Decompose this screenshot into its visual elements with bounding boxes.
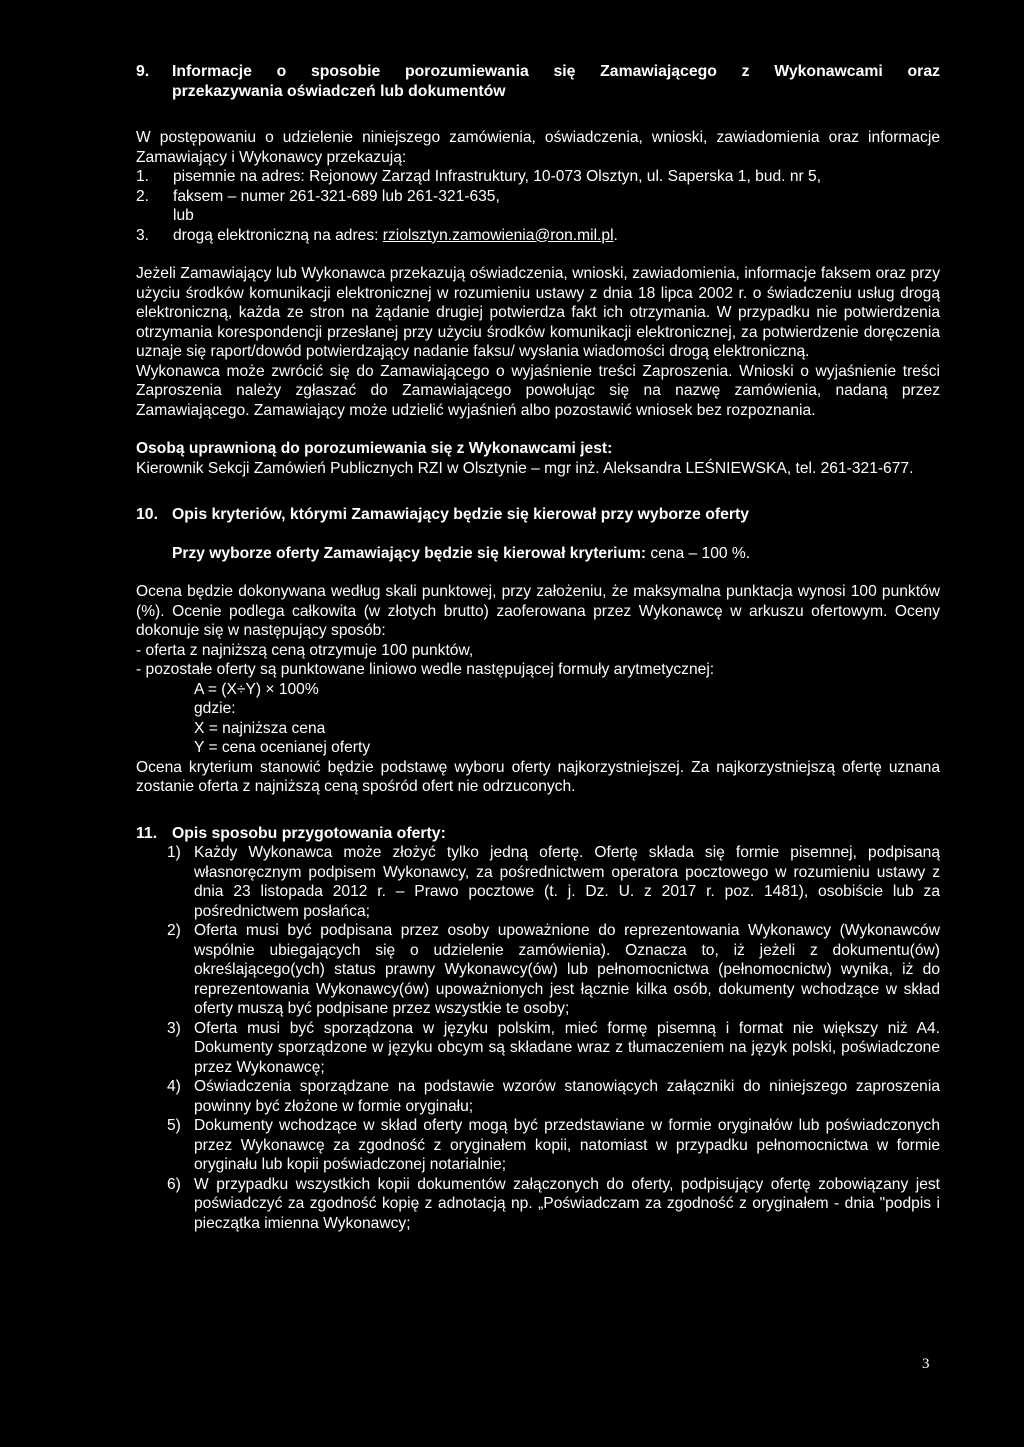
section-9-paragraph-1: Jeżeli Zamawiający lub Wykonawca przekazują oświadczenia, wnioski, zawiadomienia, informacje faksem oraz przy użyciu środków komunikacji elektronicznej w rozumieniu ustawy z dnia 18 lipca 2002 r. o świadczeniu usług drogą elektroniczną, każda ze stron na żądanie drugiej potwierdza fakt ich otrzymania. W przypadku nie potwierdzenia otrzymania korespondencji przesłanej przy użyciu środków komunikacji elektronicznej, za potwierdzenie doręczenia uznaje się raport/dowód potwierdzający nadanie faksu/ wysłania wiadomości drogą elektroniczną. [136, 265, 940, 360]
criterion-value: cena – 100 %. [646, 544, 751, 562]
list-item-text: Oświadczenia sporządzane na podstawie wzorów stanowiących załączniki do niniejszego zaproszenia powinny być złożone w formie oryginału; [194, 1078, 940, 1115]
bullet-lowest-price: - oferta z najniższą ceną otrzymuje 100 punktów, [136, 641, 474, 659]
or-word: lub [173, 207, 194, 224]
list-item-number: 2. [136, 187, 150, 205]
section-10-paragraph: Ocena będzie dokonywana według skali punktowej, przy założeniu, że maksymalna punktacja wynosi 100 punktów (%). Ocenie podlega całkowita (w złotych brutto) zaoferowana przez Wykonawcę w arkuszu ofertowym. Oceny dokonuje się w następujący sposób: [136, 583, 940, 639]
formula-def-x: X = najniższa cena [194, 719, 326, 737]
list-item-number: 6) [167, 1175, 181, 1193]
title-word: sposobie [310, 63, 381, 80]
document-page [136, 62, 940, 1233]
title-word: o [276, 63, 287, 80]
section-10-title: Opis kryteriów, którymi Zamawiający będzie się kierował przy wyborze oferty [172, 506, 750, 523]
formula-def-y: Y = cena ocenianej oferty [194, 739, 371, 756]
contact-heading: Osobą uprawnioną do porozumiewania się z Wykonawcami jest: [136, 440, 613, 457]
contact-text: Kierownik Sekcji Zamówień Publicznych RZI w Olsztynie – mgr inż. Aleksandra LEŚNIEWSKA, tel. 261-321-677. [136, 459, 914, 477]
list-item-text: Każdy Wykonawca może złożyć tylko jedną ofertę. Ofertę składa się formie pisemnej, podpisaną własnoręcznym podpisem Wykonawcy, za pośrednictwem operatora pocztowego w rozumieniu ustawy z dnia 23 listopada 2012 r. – Prawo pocztowe (t. j. Dz. U. z 2017 r. poz. 1481), osobiście lub za pośrednictwem posłańca; [194, 844, 940, 920]
section-11-number: 11. [136, 824, 158, 842]
page-number: 3 [922, 1356, 930, 1372]
email-link[interactable]: rziolsztyn.zamowienia@ron.mil.pl [382, 226, 614, 244]
list-item [136, 187, 940, 207]
offer-preparation-list [136, 843, 940, 1233]
title-word: porozumiewania [405, 63, 529, 80]
title-word: z [741, 63, 750, 80]
formula: A = (X÷Y) × 100% [194, 680, 319, 698]
section-10-closing: Ocena kryterium stanowić będzie podstawę wyboru oferty najkorzystniejszej. Za najkorzystniejszą ofertę uznana zostanie oferta z najniższą ceną spośród ofert nie odrzuconych. [136, 758, 940, 795]
title-word: Informacje [172, 63, 252, 80]
title-word: Wykonawcami [774, 63, 883, 80]
section-9-intro: W postępowaniu o udzielenie niniejszego zamówienia, oświadczenia, wnioski, zawiadomienia oraz informacje Zamawiający i Wykonawcy przekazują: [136, 129, 940, 166]
criterion-label: Przy wyborze oferty Zamawiający będzie się kierował kryterium: [172, 544, 647, 562]
communication-channels-list [136, 167, 940, 245]
list-item-text: Oferta musi być sporządzona w języku polskim, mieć formę pisemną i format nie większy niż A4. Dokumenty sporządzone w języku obcym są składane wraz z tłumaczeniem na język polski, poświadczone przez Wykonawcę; [194, 1019, 940, 1076]
bullet-other-offers: - pozostałe oferty są punktowane liniowo wedle następującej formuły arytmetycznej: [136, 661, 715, 678]
list-item [167, 843, 940, 921]
section-11-title: Opis sposobu przygotowania oferty: [172, 824, 446, 842]
list-item [167, 1019, 940, 1078]
channel-3-suffix: . [613, 226, 618, 244]
section-9-heading [136, 62, 940, 101]
list-item-text: Oferta musi być podpisana przez osoby upoważnione do reprezentowania Wykonawcy (Wykonawców wspólnie ubiegających się o udzielenie zamówienia). Oznacza to, iż jeżeli z dokumentu(ów) określającego(ych) status prawny Wykonawcy(ów) lub pełnomocnictwa (pełnomocnictw) wynika, iż do reprezentowania Wykonawcy(ów) upoważnionych jest łącznie kilka osób, dokumenty wchodzące w skład oferty muszą być podpisane przez wszystkie te osoby; [194, 922, 940, 1017]
list-item-text: pisemnie na adres: Rejonowy Zarząd Infrastruktury, 10-073 Olsztyn, ul. Saperska 1, bud. nr 5, [173, 168, 822, 185]
criterion-line [136, 544, 940, 564]
section-9-number: 9. [136, 63, 150, 80]
formula-where: gdzie: [194, 700, 236, 717]
channel-3-prefix: drogą elektroniczną na adres: [173, 226, 383, 244]
list-item-number: 3. [136, 226, 150, 244]
list-item-number: 2) [167, 922, 181, 939]
section-9-title-line2: przekazywania oświadczeń lub dokumentów [172, 82, 506, 100]
section-9-paragraph-2: Wykonawca może zwrócić się do Zamawiającego o wyjaśnienie treści Zaproszenia. Wnioski o wyjaśnienie treści Zaproszenia należy zgłaszać do Zamawiającego powołując się na nazwę zamówienia, nadaną przez Zamawiającego. Zamawiający może udzielić wyjaśnień albo pozostawić wniosek bez rozpoznania. [136, 362, 940, 419]
title-word: się [553, 63, 576, 80]
section-10-heading [136, 505, 940, 525]
list-item-number: 5) [167, 1117, 181, 1134]
title-word: Zamawiającego [600, 63, 717, 80]
list-item-number: 4) [167, 1078, 181, 1095]
list-item-number: 3) [167, 1019, 181, 1037]
list-item [167, 1175, 940, 1234]
list-item-number: 1. [136, 168, 150, 185]
list-item-text [173, 226, 940, 246]
section-11-heading [136, 824, 940, 844]
list-item-number: 1) [167, 844, 181, 861]
list-item [167, 1116, 940, 1175]
section-10-number: 10. [136, 506, 158, 523]
list-item-text: Dokumenty wchodzące w skład oferty mogą być przedstawiane w formie oryginałów lub poświadczonych przez Wykonawcę za zgodność z oryginałem kopii, natomiast w przypadku pełnomocnictwa w formie oryginału lub kopii poświadczonej notarialnie; [194, 1117, 940, 1173]
list-item [136, 226, 940, 246]
list-item [136, 167, 940, 187]
list-item-text: W przypadku wszystkich kopii dokumentów załączonych do oferty, podpisujący ofertę zobowiązany jest poświadczyć za zgodność kopię z adnotacją np. „Poświadczam za zgodność z oryginałem - dnia "podpis i pieczątka imienna Wykonawcy; [194, 1175, 940, 1232]
section-9-title-line1 [172, 62, 940, 82]
list-item-text: faksem – numer 261-321-689 lub 261-321-635, [173, 187, 500, 205]
list-item [167, 1077, 940, 1116]
section-9-title [172, 62, 940, 101]
title-word: oraz [907, 63, 940, 80]
list-item-or [136, 206, 940, 226]
list-item [167, 921, 940, 1019]
